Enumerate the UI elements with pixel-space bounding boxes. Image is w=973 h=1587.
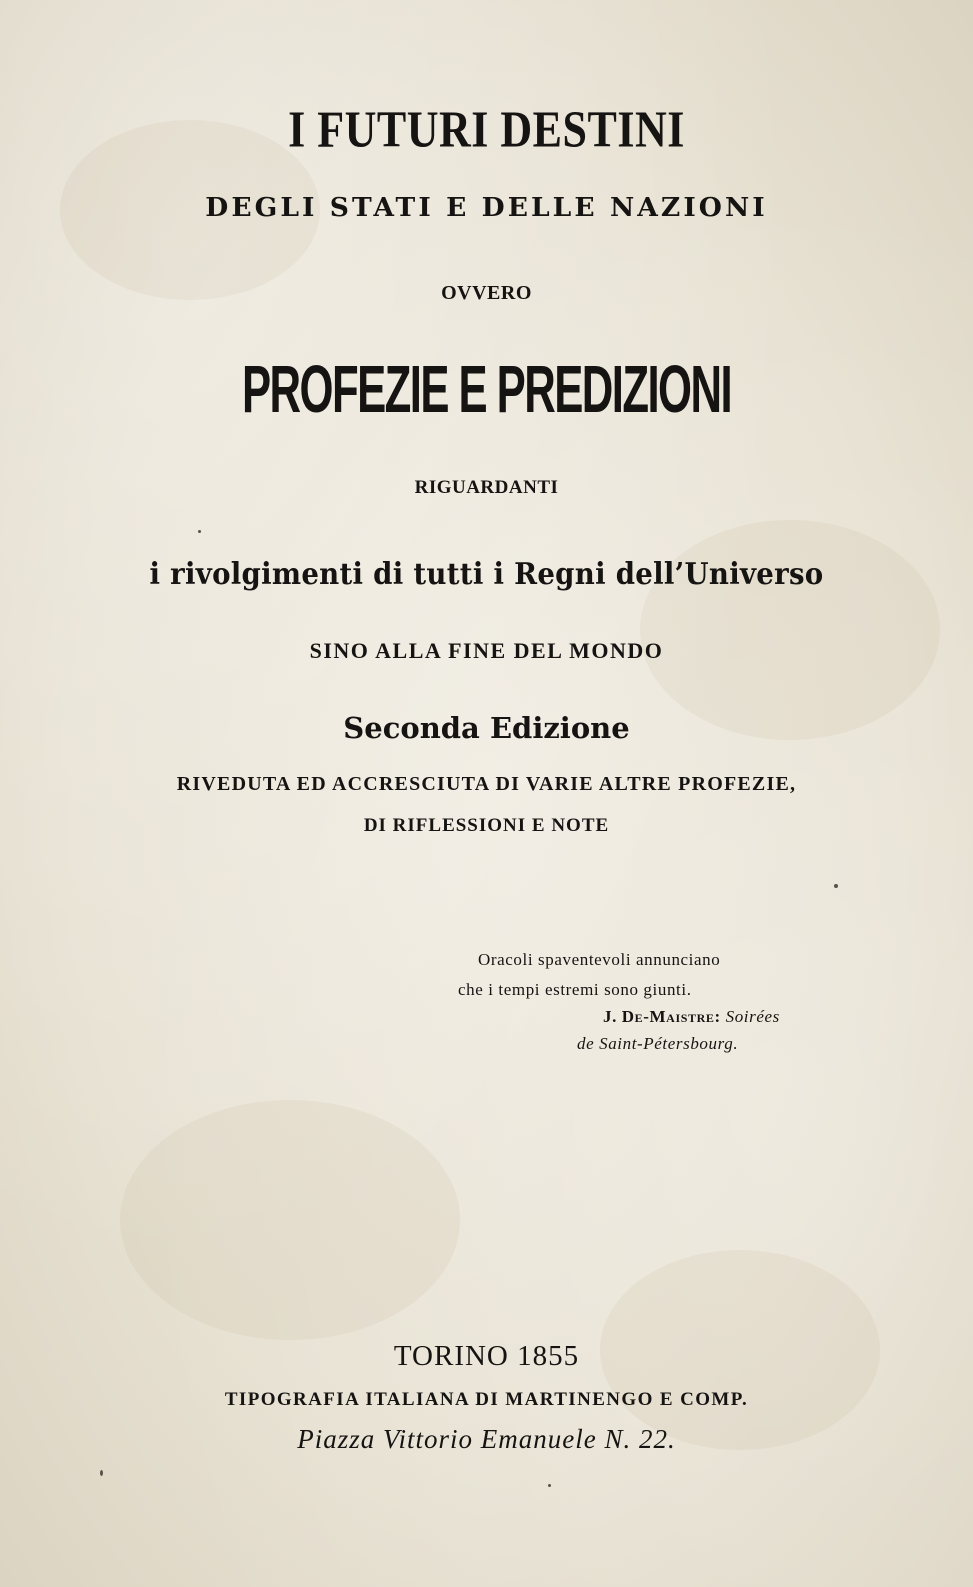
title-until: SINO ALLA FINE DEL MONDO	[309, 638, 664, 663]
ink-speck	[548, 1484, 551, 1487]
book-subtitle: DEGLI STATI E DELLE NAZIONI	[205, 193, 768, 223]
edition-note-line1: RIVEDUTA ED ACCRESCIUTA DI VARIE ALTRE PROFEZIE,	[176, 773, 797, 795]
ink-speck	[198, 530, 201, 533]
title-regarding: RIGUARDANTI	[414, 477, 559, 498]
title-headline: PROFEZIE E PREDIZIONI	[241, 350, 732, 427]
epigraph-line1: Oracoli spaventevoli annunciano	[478, 950, 721, 969]
title-subject: i rivolgimenti di tutti i Regni dell’Universo	[149, 557, 824, 592]
title-connector: OVVERO	[441, 282, 532, 304]
paper-stain	[640, 520, 940, 740]
paper-stain	[120, 1100, 460, 1340]
ink-speck	[834, 884, 838, 888]
book-title: I FUTURI DESTINI	[288, 100, 685, 159]
imprint-city-year: TORINO 1855	[393, 1340, 580, 1372]
edition-label: Seconda Edizione	[343, 711, 630, 745]
ink-speck	[100, 1470, 103, 1476]
imprint-printer: TIPOGRAFIA ITALIANA DI MARTINENGO E COMP.	[224, 1389, 749, 1410]
epigraph-line2: che i tempi estremi sono giunti.	[458, 980, 692, 999]
epigraph-attribution	[603, 1007, 780, 1027]
epigraph-work-part2: de Saint-Pétersbourg.	[577, 1034, 739, 1053]
epigraph-author: J. De-Maistre:	[603, 1007, 721, 1026]
edition-note-line2: DI RIFLESSIONI E NOTE	[363, 815, 610, 836]
epigraph-work-part1: Soirées	[725, 1007, 780, 1026]
imprint-address: Piazza Vittorio Emanuele N. 22.	[297, 1424, 676, 1454]
